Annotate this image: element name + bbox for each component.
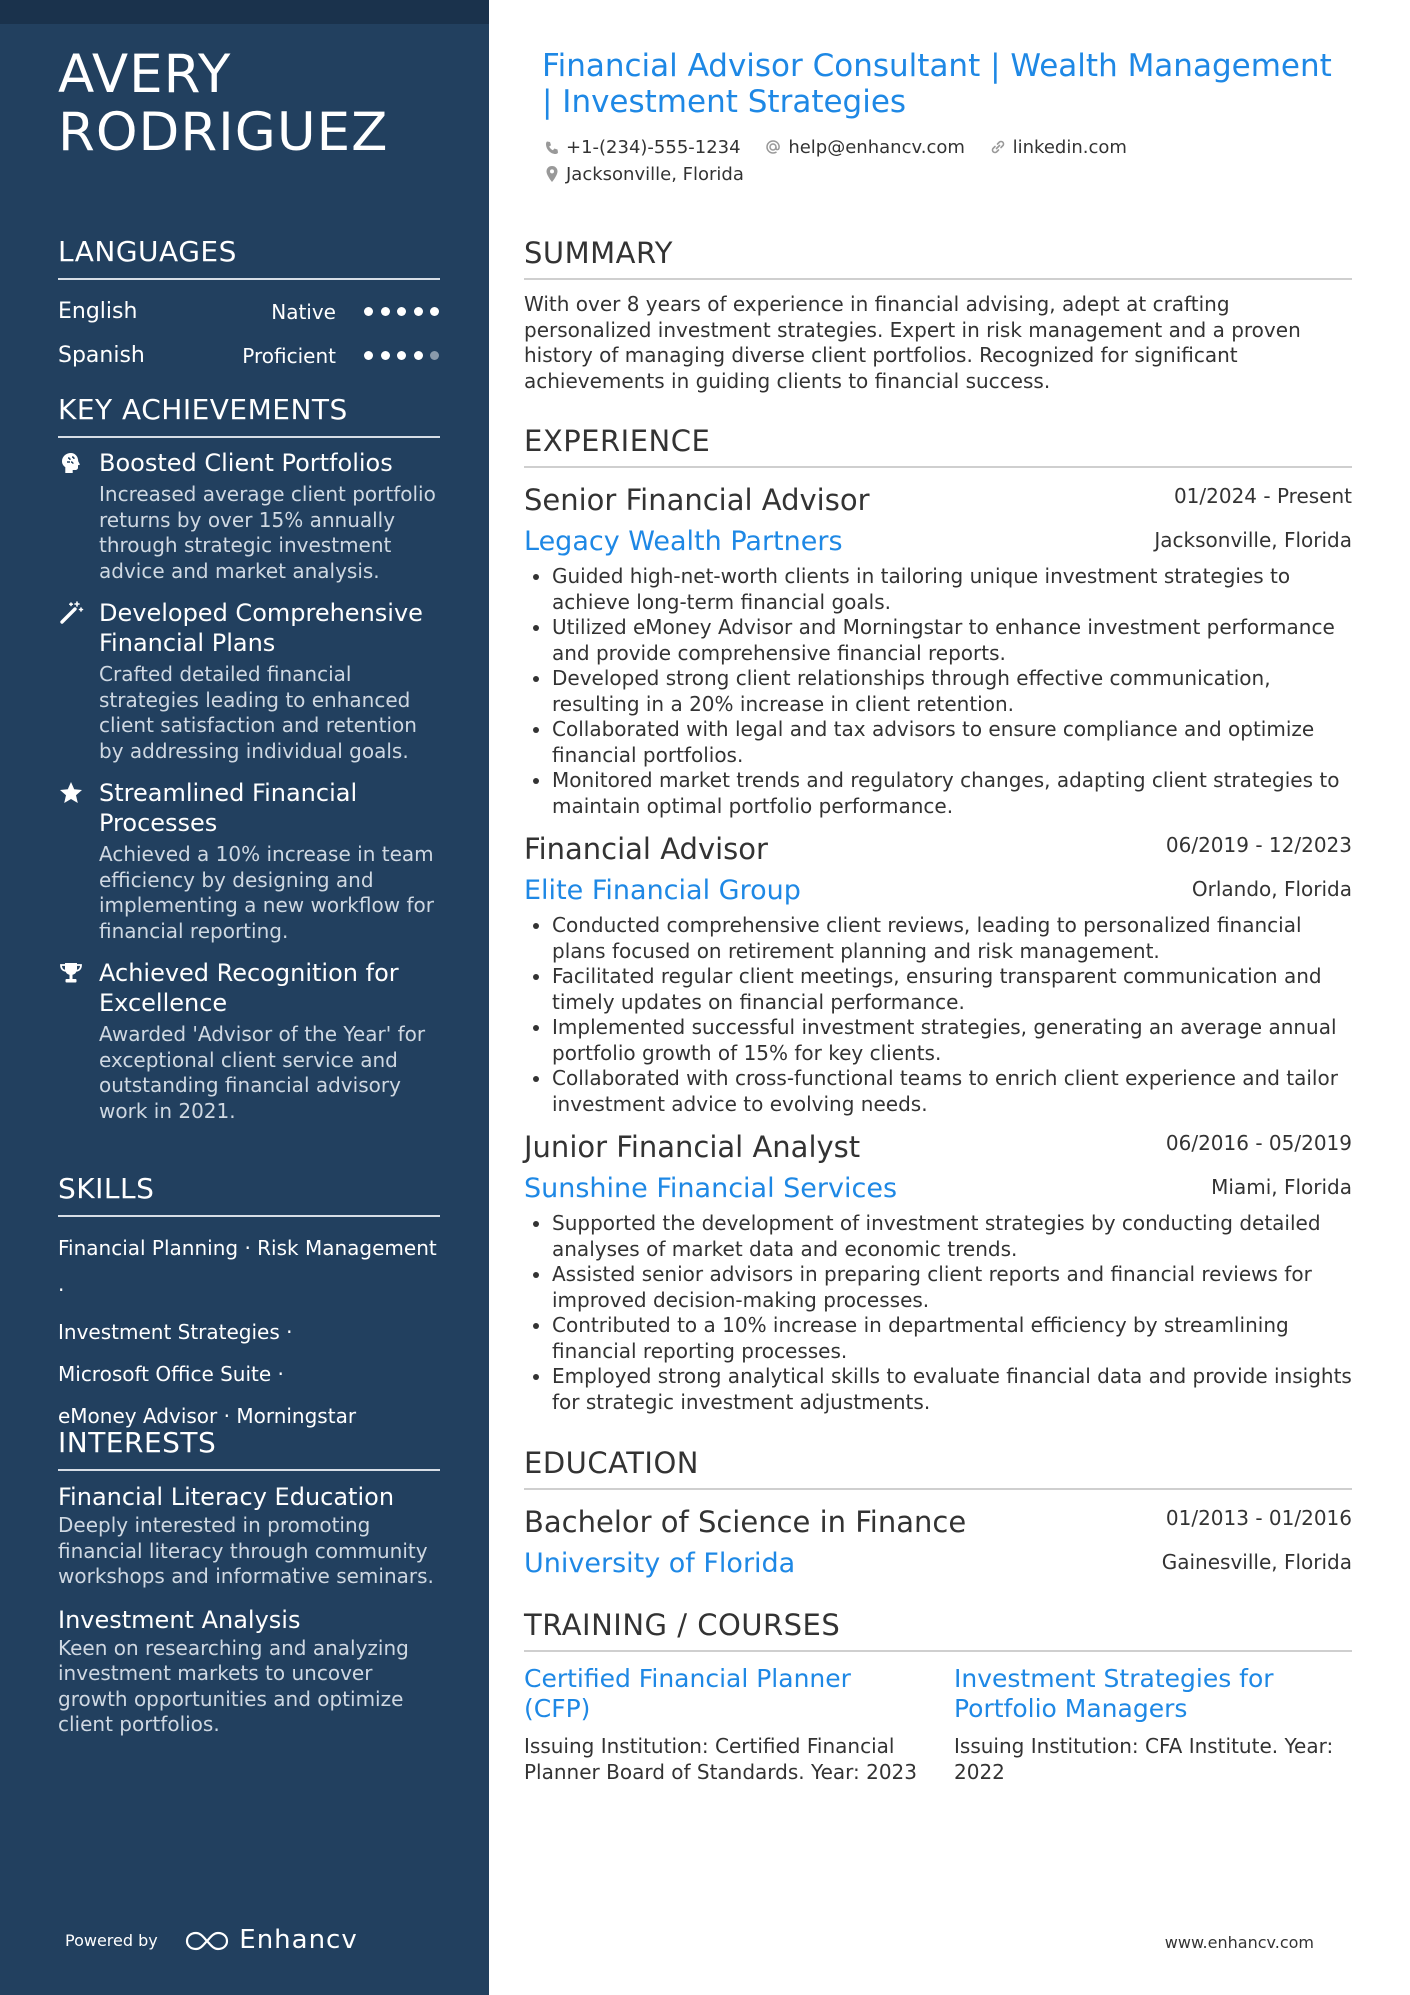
job-bullet: • Guided high-net-worth clients in tailoring unique investment strategies to achieve long-term financial goals. [552, 564, 1352, 615]
job-date: 01/2024 - Present [1173, 484, 1352, 508]
job-bullets [524, 1211, 1352, 1415]
headline: Financial Advisor Consultant | Wealth Management | Investment Strategies [542, 48, 1332, 120]
language-row [58, 334, 440, 378]
job-date: 06/2019 - 12/2023 [1165, 833, 1352, 857]
interests-section [58, 1425, 440, 1752]
contact-location [544, 161, 744, 188]
training-grid [524, 1664, 1352, 1804]
contact-email[interactable] [764, 134, 965, 161]
job-title: Financial Advisor [524, 832, 768, 866]
skills-title: SKILLS [58, 1171, 440, 1217]
job-bullet: • Supported the development of investment strategies by conducting detailed analyses of market data and economic trends. [552, 1211, 1352, 1262]
achievement-title: Achieved Recognition for Excellence [99, 959, 399, 1017]
job-location: Jacksonville, Florida [1154, 528, 1352, 552]
job-bullets [524, 913, 1352, 1117]
language-proficiency-dots [364, 351, 440, 361]
job-date: 06/2016 - 05/2019 [1165, 1131, 1352, 1155]
languages-section [58, 234, 440, 378]
proficiency-dot-filled [364, 351, 373, 360]
proficiency-dot-filled [364, 307, 373, 316]
link-icon [989, 138, 1007, 156]
achievements-section [58, 392, 440, 1138]
achievement-title: Boosted Client Portfolios [99, 449, 393, 477]
training-section [524, 1606, 1352, 1804]
powered-by-label: Powered by [65, 1931, 158, 1950]
location-text: Jacksonville, Florida [566, 164, 744, 185]
summary-text: With over 8 years of experience in financial advising, adept at crafting personalized investment strategies. Expert in risk management and a proven history of managing diverse client portfolios. Recognized for significant achievements in guiding clients to financial success. [524, 292, 1301, 393]
interest-title: Investment Analysis [58, 1605, 301, 1634]
training-item-desc: Issuing Institution: CFA Institute. Year: 2022 [954, 1734, 1334, 1784]
trophy-icon [58, 960, 84, 986]
school: University of Florida [524, 1548, 796, 1579]
candidate-name: AVERY RODRIGUEZ [58, 44, 389, 163]
job-bullet: • Collaborated with cross-functional teams to enrich client experience and tailor investment advice to evolving needs. [552, 1066, 1352, 1117]
achievement-title: Streamlined Financial Processes [99, 779, 358, 837]
education-date: 01/2013 - 01/2016 [1165, 1506, 1352, 1530]
job-bullet: • Assisted senior advisors in preparing client reports and financial reviews for improved decision-making processes. [552, 1262, 1352, 1313]
proficiency-dot-filled [397, 307, 406, 316]
education-location: Gainesville, Florida [1161, 1550, 1352, 1574]
proficiency-dot-filled [430, 307, 439, 316]
job-company: Legacy Wealth Partners [524, 526, 843, 557]
achievement-item [58, 448, 440, 584]
sidebar [0, 0, 489, 1995]
skills-section [58, 1171, 440, 1437]
interests-title: INTERESTS [58, 1425, 440, 1471]
job-company: Elite Financial Group [524, 875, 801, 906]
contact-phone [544, 134, 741, 161]
training-item [524, 1664, 924, 1785]
at-icon [764, 138, 782, 156]
training-item-desc: Issuing Institution: Certified Financial Planner Board of Standards. Year: 2023 [524, 1734, 917, 1784]
job-bullet: • Monitored market trends and regulatory changes, adapting client strategies to maintain optimal portfolio performance. [552, 768, 1352, 819]
job-location: Miami, Florida [1211, 1175, 1352, 1199]
enhancv-logo-icon [184, 1930, 230, 1952]
job-bullet: • Contributed to a 10% increase in departmental efficiency by streamlining financial reporting processes. [552, 1313, 1352, 1364]
language-level: Proficient [242, 344, 336, 368]
achievement-desc: Awarded 'Advisor of the Year' for exceptional client service and outstanding financial advisory work in 2021. [99, 1022, 426, 1123]
achievement-item [58, 958, 440, 1124]
interest-desc: Keen on researching and analyzing investment markets to uncover growth opportunities and optimize client portfolios. [58, 1635, 409, 1736]
job-company: Sunshine Financial Services [524, 1173, 898, 1204]
training-item-title: Investment Strategies for Portfolio Managers [954, 1664, 1274, 1723]
job-title: Junior Financial Analyst [524, 1130, 861, 1164]
job-bullet: • Facilitated regular client meetings, ensuring transparent communication and timely updates on financial performance. [552, 964, 1352, 1015]
job-title: Senior Financial Advisor [524, 483, 870, 517]
achievement-desc: Achieved a 10% increase in team efficiency by designing and implementing a new workflow for financial reporting. [99, 842, 434, 943]
skills-line: Microsoft Office Suite · [58, 1362, 284, 1386]
footer-site-link[interactable]: www.enhancv.com [1164, 1933, 1314, 1952]
magic-wand-icon [58, 600, 84, 626]
proficiency-dot-empty [430, 351, 439, 360]
job-bullet: • Utilized eMoney Advisor and Morningstar to enhance investment performance and provide comprehensive financial reports. [552, 615, 1352, 666]
sidebar-top-strip [0, 0, 489, 24]
training-item-title: Certified Financial Planner (CFP) [524, 1664, 851, 1723]
training-title: TRAINING / COURSES [524, 1606, 1352, 1652]
contact-info [544, 134, 1344, 188]
language-name: English [58, 299, 138, 324]
languages-title: LANGUAGES [58, 234, 440, 280]
proficiency-dot-filled [381, 307, 390, 316]
achievement-desc: Crafted detailed financial strategies leading to enhanced client satisfaction and retention by addressing individual goals. [99, 662, 417, 763]
education-section [524, 1444, 1352, 1586]
language-level: Native [271, 300, 336, 324]
phone-icon [544, 140, 560, 156]
training-item [954, 1664, 1344, 1785]
job-bullet: • Employed strong analytical skills to evaluate financial data and provide insights for strategic investment adjustments. [552, 1364, 1352, 1415]
location-pin-icon [544, 165, 560, 183]
education-title: EDUCATION [524, 1444, 1352, 1490]
skills-line: Financial Planning · Risk Management · [58, 1236, 437, 1302]
job-bullets [524, 564, 1352, 819]
job-bullet: • Collaborated with legal and tax advisors to ensure compliance and optimize financial portfolios. [552, 717, 1352, 768]
job-location: Orlando, Florida [1191, 877, 1352, 901]
language-name: Spanish [58, 343, 145, 368]
proficiency-dot-filled [414, 307, 423, 316]
interest-title: Financial Literacy Education [58, 1483, 395, 1511]
email-text: help@enhancv.com [788, 137, 965, 158]
job-bullet: • Conducted comprehensive client reviews, leading to personalized financial plans focused on retirement planning and risk management. [552, 913, 1352, 964]
achievement-item [58, 778, 440, 944]
experience-section [524, 422, 1352, 1425]
achievement-title: Developed Comprehensive Financial Plans [99, 599, 423, 657]
job-entry [524, 1127, 1352, 1415]
language-row [58, 290, 440, 334]
contact-linkedin[interactable] [989, 134, 1127, 161]
skills-line: eMoney Advisor · Morningstar [58, 1404, 357, 1428]
language-proficiency-dots [364, 307, 440, 317]
proficiency-dot-filled [397, 351, 406, 360]
interest-desc: Deeply interested in promoting financial literacy through community workshops and informative seminars. [58, 1513, 434, 1588]
enhancv-logo [184, 1925, 358, 1955]
enhancv-logo-text: Enhancv [239, 1925, 358, 1955]
skills-line: Investment Strategies · [58, 1320, 293, 1344]
experience-title: EXPERIENCE [524, 422, 1352, 468]
phone-text: +1-(234)-555-1234 [566, 137, 741, 158]
achievement-item [58, 598, 440, 764]
job-bullet: • Implemented successful investment strategies, generating an average annual portfolio growth of 15% for key clients. [552, 1015, 1352, 1066]
job-bullet: • Developed strong client relationships through effective communication, resulting in a 20% increase in client retention. [552, 666, 1352, 717]
star-icon [58, 780, 84, 806]
job-entry [524, 480, 1352, 819]
achievements-title: KEY ACHIEVEMENTS [58, 392, 440, 438]
proficiency-dot-filled [381, 351, 390, 360]
achievement-desc: Increased average client portfolio returns by over 15% annually through strategic investment advice and market analysis. [99, 482, 436, 583]
job-entry [524, 829, 1352, 1117]
brain-icon [58, 450, 84, 476]
summary-title: SUMMARY [524, 234, 1352, 280]
summary-section [524, 234, 1352, 394]
proficiency-dot-filled [414, 351, 423, 360]
linkedin-text: linkedin.com [1012, 137, 1127, 158]
degree: Bachelor of Science in Finance [524, 1505, 967, 1539]
